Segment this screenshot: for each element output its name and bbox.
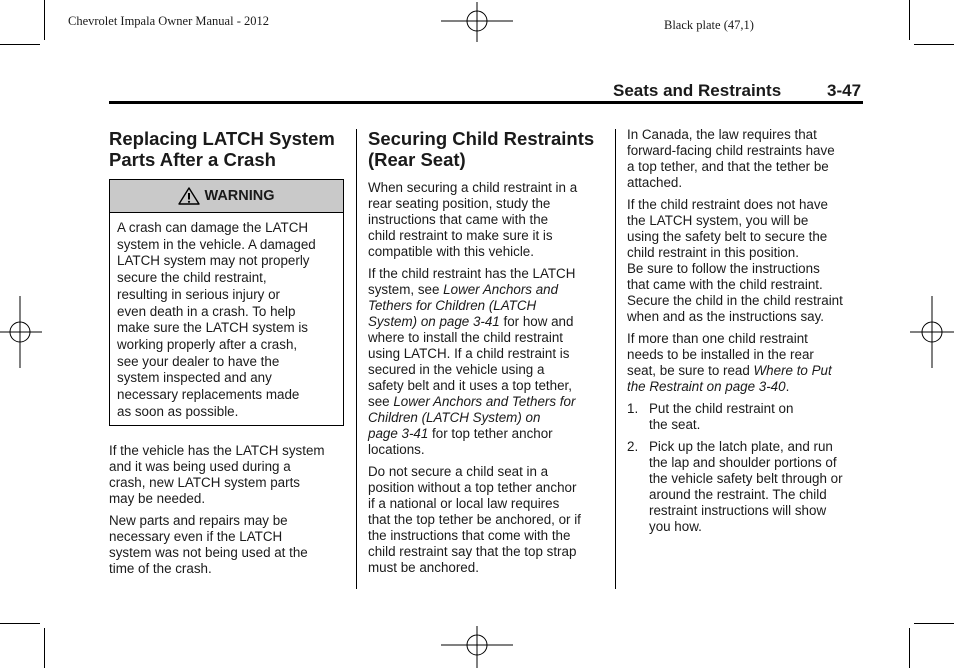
manual-title: Chevrolet Impala Owner Manual - 2012 (68, 14, 269, 28)
column-divider (615, 129, 616, 589)
warning-label: WARNING (204, 188, 275, 204)
list-item: 1. Put the child restraint on the seat. (627, 401, 794, 432)
list-item: 2. Pick up the latch plate, and run the lap and shoulder portions of the vehicle safety belt through or around the restraint. The child restraint instructions will show you how. (627, 439, 843, 534)
cross-reference[interactable]: the Restraint on page 3-40 (627, 379, 786, 394)
cross-reference[interactable]: page 3-41 (368, 426, 429, 441)
crop-mark (44, 0, 45, 40)
crop-mark (909, 628, 910, 668)
paragraph: New parts and repairs may be necessary even if the LATCH system was not being used at the time of the crash. (109, 513, 308, 576)
crop-mark (914, 44, 954, 45)
crop-mark (44, 628, 45, 668)
cross-reference[interactable]: System) on page 3-41 (368, 314, 500, 329)
warning-header (110, 180, 343, 213)
crop-mark (914, 623, 954, 624)
column-1-body (109, 443, 354, 583)
paragraph: If the child restraint has the LATCH system, see Lower Anchors and Tethers for Children (LATCH System) on page 3-41 for how and where to install the child restraint using LATCH. If a child restraint is secured in the vehicle using a safety belt and it uses a top tether, see Lower Anchors and Tethers for Children (LATCH System) on page 3-41 for top tether anchor locations. (368, 266, 576, 457)
page-number: 3-47 (827, 81, 862, 100)
warning-exclamation-icon (178, 187, 200, 205)
paragraph: If more than one child restraint needs to be installed in the rear seat, be sure to read Where to Put the Restraint on page 3-40. (627, 331, 832, 394)
registration-mark-bottom (441, 624, 513, 668)
paragraph: When securing a child restraint in a rear seating position, study the instructions that came with the child restraint to make sure it is compatible with this vehicle. (368, 180, 578, 259)
crop-mark (0, 44, 40, 45)
paragraph: Do not secure a child seat in a position without a top tether anchor if a national or local law requires that the top tether be anchored, or if the instructions that come with the child restraint say that the top strap must be anchored. (368, 464, 581, 575)
warning-box (109, 179, 344, 426)
steps-list (627, 401, 867, 535)
registration-mark-left (0, 296, 42, 368)
header-rule (109, 101, 863, 104)
registration-mark-right (910, 296, 954, 368)
cross-reference[interactable]: Lower Anchors and (443, 282, 559, 297)
cross-reference[interactable]: Tethers for Children (LATCH (368, 298, 537, 313)
plate-label: Black plate (47,1) (664, 18, 754, 32)
column-3 (627, 127, 867, 541)
section-heading: Securing Child Restraints (Rear Seat) (368, 128, 595, 170)
column-1 (109, 128, 349, 180)
section-heading: Replacing LATCH System Parts After a Crash (109, 128, 335, 170)
column-divider (356, 129, 357, 589)
crop-mark (0, 623, 40, 624)
paragraph: In Canada, the law requires that forward-facing child restraints have a top tether, and that the tether be attached. (627, 127, 835, 190)
cross-reference[interactable]: Where to Put (753, 363, 832, 378)
registration-mark-top (441, 0, 513, 44)
cross-reference[interactable]: Lower Anchors and Tethers for (393, 394, 576, 409)
cross-reference[interactable]: Children (LATCH System) on (368, 410, 541, 425)
crop-mark (909, 0, 910, 40)
paragraph: If the vehicle has the LATCH system and it was being used during a crash, new LATCH system parts may be needed. (109, 443, 325, 506)
paragraph: If the child restraint does not have the LATCH system, you will be using the safety belt to secure the child restraint in this position. Be sure to follow the instructions that came with the child restraint. Secure the child in the child restraint when and as the instructions say. (627, 197, 843, 324)
warning-text: A crash can damage the LATCH system in the vehicle. A damaged LATCH system may not properly secure the child restraint, resulting in serious injury or even death in a crash. To help make sure the LATCH system is working properly after a crash, see your dealer to have the system inspected and any necessary replacements made as soon as possible. (117, 220, 316, 419)
section-title: Seats and Restraints (613, 81, 782, 100)
column-2 (368, 128, 608, 582)
